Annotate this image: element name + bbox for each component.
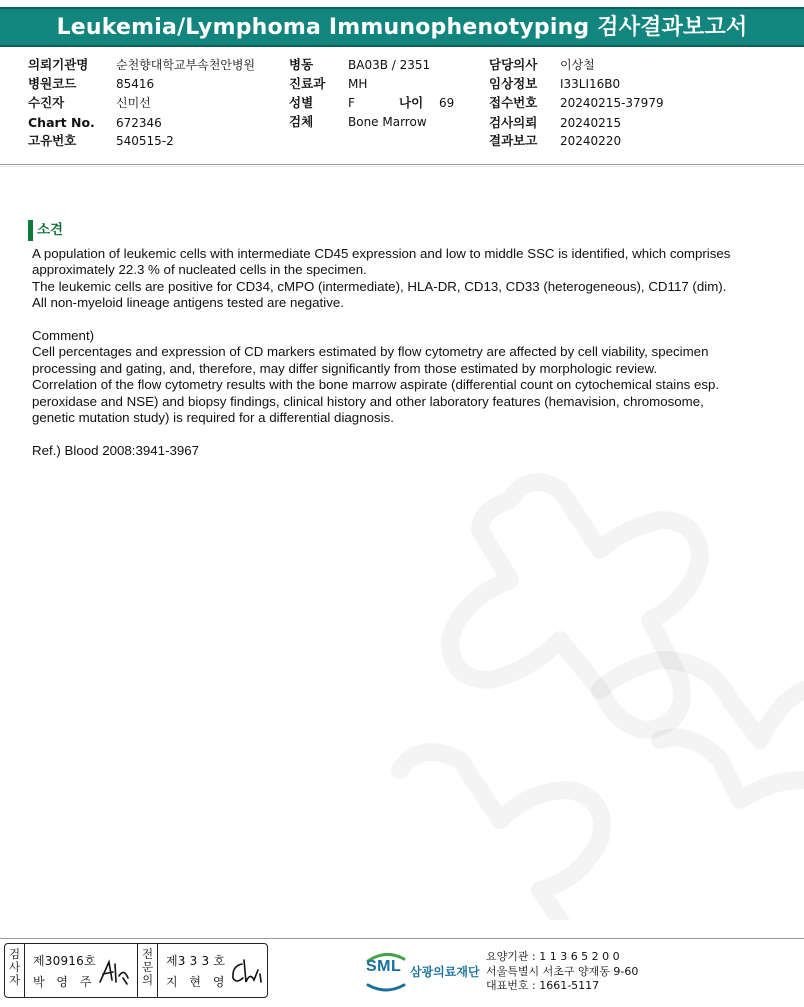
footer-phone: 대표번호 : 1661-5117: [486, 979, 600, 992]
finding-line: peroxidase and NSE) and biopsy findings, clinical history and other laboratory features (hemavision, chromosome,: [32, 393, 704, 409]
label-char: 문: [141, 960, 154, 974]
finding-line: Comment): [32, 328, 95, 344]
info-label: 병동: [289, 57, 314, 72]
finding-heading: [28, 220, 63, 241]
finding-line: Ref.) Blood 2008:3941-3967: [32, 442, 200, 458]
info-label: 결과보고: [489, 133, 538, 148]
info-value: 20240220: [560, 134, 622, 148]
info-value: I33LI16B0: [560, 77, 621, 91]
info-label: 성별: [289, 95, 314, 110]
info-label-age: 나이: [399, 95, 424, 110]
inspector-signature-icon: [97, 958, 133, 988]
info-label: 임상정보: [489, 76, 538, 91]
info-label: 담당의사: [489, 57, 538, 72]
info-label: 진료과: [289, 76, 326, 91]
inspector-name: 박 영 주: [33, 975, 93, 989]
label-char: 전: [141, 947, 154, 961]
sml-logo-text: SML: [366, 958, 402, 975]
finding-line: A population of leukemic cells with intermediate CD45 expression and low to middle SSC is identified, which comprises: [32, 246, 731, 261]
info-label: 검사의뢰: [489, 115, 538, 130]
reviewer-name: 지 현 영: [166, 975, 226, 989]
patient-info: [0, 54, 804, 158]
info-value: 540515-2: [116, 134, 174, 148]
info-label: 접수번호: [489, 95, 538, 110]
finding-line: processing and gating, and, therefore, may differ significantly from those estimated by morphologic review.: [32, 360, 658, 376]
info-value: 85416: [116, 77, 155, 91]
finding-line: genetic mutation study) is required for a differential diagnosis.: [32, 410, 394, 426]
label-char: 자: [8, 973, 21, 987]
signature-box: [4, 943, 268, 998]
info-label: 병원코드: [28, 76, 77, 91]
heading-accent-bar: [28, 220, 33, 241]
reviewer-license-no: 제3 3 3 호: [166, 954, 226, 968]
info-label: 고유번호: [28, 133, 77, 148]
cross-watermark: [360, 440, 804, 920]
reviewer-label: [138, 944, 158, 997]
inspector-label: [5, 944, 25, 997]
header-divider-shadow: [0, 166, 804, 167]
info-value: 순천향대학교부속천안병원: [116, 58, 256, 72]
info-label: 의뢰기관명: [28, 57, 89, 72]
label-char: 의: [141, 973, 154, 987]
info-value: MH: [348, 77, 368, 91]
finding-line: [32, 312, 772, 328]
info-value: 신미선: [116, 96, 151, 110]
finding-body: [32, 246, 772, 459]
finding-line: The leukemic cells are positive for CD34, cMPO (intermediate), HLA-DR, CD13, CD33 (heterogeneous), CD117 (dim).: [32, 278, 727, 294]
info-value: F: [348, 96, 355, 110]
finding-line: [32, 426, 772, 442]
finding-line: Correlation of the flow cytometry results with the bone marrow aspirate (differential count on cytochemical stains esp.: [32, 377, 720, 393]
org-name: 삼광의료재단: [410, 965, 480, 979]
finding-line: approximately 22.3 % of nucleated cells in the specimen.: [32, 262, 367, 278]
info-value: 20240215-37979: [560, 96, 664, 110]
footer-divider: [0, 938, 804, 939]
label-char: 검: [8, 947, 21, 961]
finding-line: Cell percentages and expression of CD markers estimated by flow cytometry are affected by cell viability, specimen: [32, 344, 709, 360]
inspector-license-no: 제30916호: [33, 954, 96, 968]
inspector-cell: [25, 944, 138, 997]
info-value: 672346: [116, 116, 162, 130]
footer-facility-code: 요양기관 : 1 1 3 6 5 2 0 0: [486, 950, 620, 963]
footer-info: [486, 950, 638, 994]
info-value: BA03B / 2351: [348, 58, 431, 72]
footer-address: 서울특별시 서초구 양재동 9-60: [486, 964, 639, 978]
reviewer-cell: [158, 944, 267, 997]
info-value: 이상철: [560, 58, 595, 72]
info-label: 검체: [289, 114, 314, 129]
finding-heading-text: 소견: [37, 222, 64, 238]
info-value: Bone Marrow: [348, 115, 427, 129]
label-char: 사: [8, 960, 21, 974]
info-value-age: 69: [439, 96, 455, 110]
reviewer-signature-icon: [228, 956, 264, 988]
info-label: Chart No.: [28, 115, 95, 130]
report-title: Leukemia/Lymphoma Immunophenotyping 검사결과보고서: [0, 7, 804, 47]
header-divider: [0, 164, 804, 165]
info-label: 수진자: [28, 95, 65, 110]
finding-line: All non-myeloid lineage antigens tested are negative.: [32, 295, 344, 311]
info-value: 20240215: [560, 116, 622, 130]
